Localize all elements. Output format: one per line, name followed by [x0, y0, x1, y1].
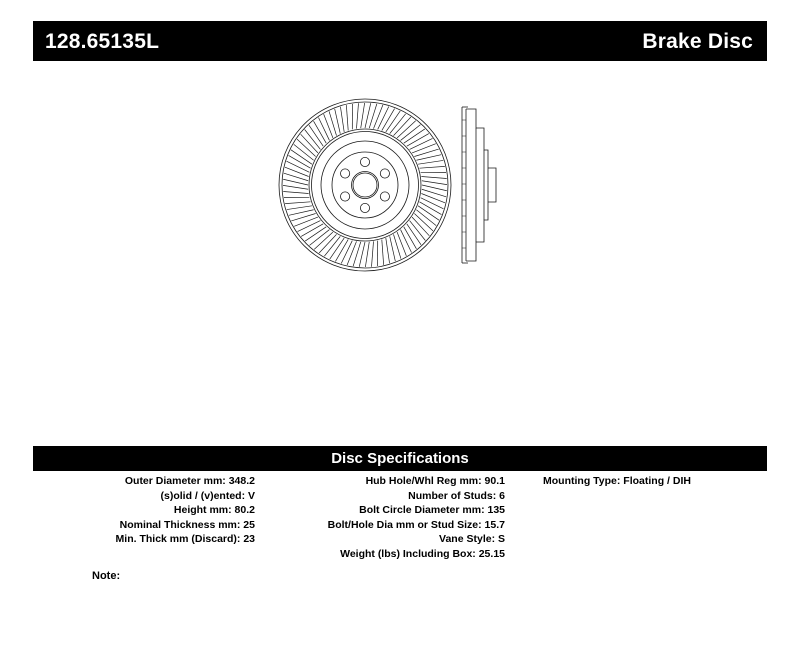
note-label: Note:	[92, 570, 121, 582]
spec-item: Outer Diameter mm: 348.2	[124, 475, 255, 487]
rotor-drawing-svg	[270, 90, 530, 280]
braking-surface-inner-2	[312, 132, 419, 239]
cooling-vanes	[283, 103, 447, 267]
spec-columns	[33, 474, 767, 584]
spec-item: Weight (lbs) Including Box: 25.15	[340, 547, 505, 560]
spec-item: Bolt Circle Diameter mm: 135	[359, 504, 505, 516]
rotor-outer-edge	[279, 99, 451, 271]
product-type-label: Brake Disc	[642, 29, 753, 53]
spec-item: Vane Style: S	[439, 533, 505, 545]
braking-surface-inner	[309, 129, 421, 241]
spec-item: Height mm: 80.2	[173, 504, 255, 516]
spec-title: Disc Specifications	[331, 450, 469, 467]
spec-item: Hub Hole/Whl Reg mm: 90.1	[365, 475, 505, 487]
spec-column-middle	[265, 474, 505, 561]
stud-holes	[341, 157, 390, 212]
hub-hole-inner	[353, 173, 377, 197]
spec-column-right	[543, 474, 767, 489]
spec-item: (s)olid / (v)ented: V	[160, 489, 255, 502]
header-bar	[33, 21, 767, 61]
rotor-drawing	[270, 90, 530, 280]
spec-column-left	[33, 474, 255, 547]
rotor-hat-outer	[321, 141, 409, 229]
spec-item: Number of Studs: 6	[408, 489, 505, 502]
rotor-side-section	[462, 107, 496, 263]
part-number: 128.65135L	[45, 29, 160, 53]
spec-item: Min. Thick mm (Discard): 23	[115, 533, 255, 545]
spec-title-bar	[33, 446, 767, 471]
rotor-hat-face	[332, 152, 398, 218]
spec-item: Bolt/Hole Dia mm or Stud Size: 15.7	[327, 518, 505, 531]
spec-item: Nominal Thickness mm: 25	[119, 518, 255, 531]
spec-item: Mounting Type: Floating / DIH	[543, 475, 691, 487]
hub-hole	[352, 172, 379, 199]
